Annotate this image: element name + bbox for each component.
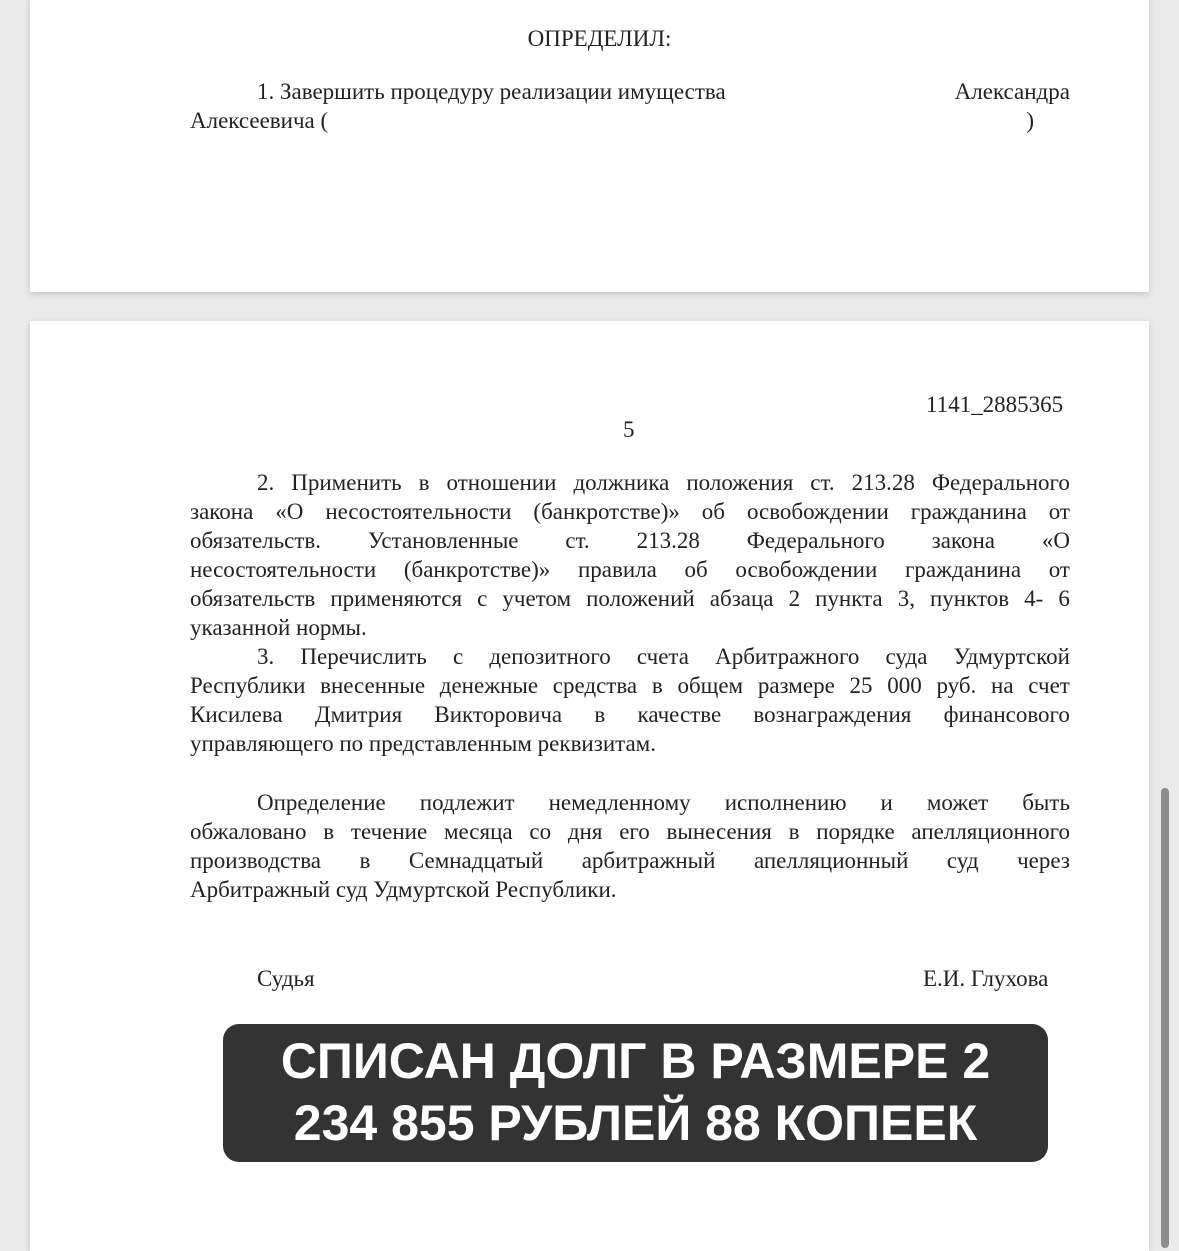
paragraph-3-line [190, 671, 1070, 700]
paragraph-3 [190, 642, 1070, 758]
paragraph-2-line [190, 497, 1070, 526]
word: 6 [1058, 586, 1070, 611]
word: счета [636, 644, 689, 669]
word: счет [1028, 673, 1070, 698]
word: Перечислить [300, 644, 427, 669]
word: вынесения [666, 819, 772, 844]
word: отношении [446, 470, 557, 495]
word: Арбитражного [715, 644, 860, 669]
word: арбитражный [581, 848, 716, 873]
word: ст. [565, 528, 590, 553]
paragraph-4-line [190, 788, 1070, 817]
word: обжаловано [190, 819, 307, 844]
word: гражданина [910, 499, 1027, 524]
vertical-scrollbar[interactable] [1161, 788, 1169, 1248]
word: освобождении [746, 499, 889, 524]
paragraph-2-line [190, 555, 1070, 584]
line-text: Арбитражный суд Удмуртской Республики. [190, 877, 617, 902]
word: в [359, 848, 371, 873]
word: средства [552, 673, 638, 698]
word: от [1048, 557, 1070, 582]
paragraph-2-line [190, 613, 1070, 642]
word: об [701, 499, 725, 524]
word: порядке [816, 819, 895, 844]
document-page-top [30, 0, 1149, 292]
word: может [926, 790, 989, 815]
judge-label: Судья [257, 966, 315, 991]
word: 4- [1024, 586, 1044, 611]
paragraph-3-line [190, 700, 1070, 729]
word: Дмитрия [314, 702, 403, 727]
item-1-line-2-end: ) [1026, 108, 1034, 133]
word: размере [757, 673, 835, 698]
word: внесенные [320, 673, 426, 698]
caption-line-2: 234 855 РУБЛЕЙ 88 КОПЕЕК [293, 1095, 978, 1151]
word: производства [190, 848, 321, 873]
heading-determined: ОПРЕДЕЛИЛ: [527, 26, 672, 51]
word: об [684, 557, 708, 582]
word: несостоятельности [325, 499, 512, 524]
redacted-surname [775, 77, 905, 101]
item-1-line-2-start: Алексеевича ( [190, 108, 329, 133]
word: положения [686, 470, 794, 495]
word: подлежит [419, 790, 515, 815]
word: Республики [190, 673, 306, 698]
word: Применить [291, 470, 402, 495]
word: от [1048, 499, 1070, 524]
word: должника [573, 470, 670, 495]
word: и [880, 790, 893, 815]
item-1-line-1-start: 1. Завершить процедуру реализации имущества [257, 79, 726, 104]
word: месяца [443, 819, 513, 844]
word: суд [946, 848, 979, 873]
item-1 [190, 77, 1070, 135]
word: Кисилева [190, 702, 283, 727]
paragraph-2-line [190, 468, 1070, 497]
word: суда [885, 644, 928, 669]
paragraph-2-line [190, 584, 1070, 613]
word: Установленные [367, 528, 519, 553]
word: в [418, 470, 430, 495]
paragraph-4 [190, 788, 1070, 904]
line-text: указанной нормы. [190, 615, 367, 640]
word: Викторовича [434, 702, 563, 727]
word: учетом [502, 586, 572, 611]
word: со [529, 819, 552, 844]
word: дня [567, 819, 603, 844]
word: «О [275, 499, 304, 524]
word: Определение [257, 790, 386, 815]
word: «О [1041, 528, 1070, 553]
word: пункта [815, 586, 883, 611]
word: (банкротстве)» [403, 557, 551, 582]
redacted-details [328, 106, 968, 130]
word: несостоятельности [190, 557, 377, 582]
word: 25 [849, 673, 873, 698]
word: качестве [637, 702, 722, 727]
word: исполнению [724, 790, 847, 815]
word: освобождении [735, 557, 878, 582]
paragraph-2-line [190, 526, 1070, 555]
page-number: 5 [623, 417, 635, 442]
word: течение [350, 819, 428, 844]
word: его [619, 819, 650, 844]
word: с [477, 586, 488, 611]
word: депозитного [489, 644, 611, 669]
word: 213.28 [636, 528, 700, 553]
word: правила [577, 557, 657, 582]
word: в [788, 819, 800, 844]
word: Федерального [931, 470, 1070, 495]
word: через [1017, 848, 1070, 873]
word: в [594, 702, 606, 727]
word: апелляционного [911, 819, 1070, 844]
debt-written-off-caption [223, 1024, 1048, 1162]
word: на [991, 673, 1014, 698]
word: 213.28 [851, 470, 915, 495]
word: финансового [943, 702, 1070, 727]
word: обязательств. [190, 528, 322, 553]
word: в [323, 819, 335, 844]
word: немедленному [548, 790, 691, 815]
paragraph-3-line [190, 729, 1070, 758]
case-number: 1141_2885365 [926, 392, 1064, 417]
word: 3, [897, 586, 915, 611]
word: 3. [257, 644, 275, 669]
word: закона [931, 528, 995, 553]
word: Федерального [746, 528, 885, 553]
word: быть [1022, 790, 1070, 815]
word: общем [677, 673, 744, 698]
word: 2 [788, 586, 801, 611]
word: Семнадцатый [408, 848, 544, 873]
word: апелляционный [753, 848, 909, 873]
word: 000 [887, 673, 922, 698]
word: пунктов [929, 586, 1010, 611]
item-1-line-1-end: Александра [954, 79, 1070, 104]
line-text: управляющего по представленным реквизитам. [190, 731, 656, 756]
word: с [452, 644, 464, 669]
word: денежные [439, 673, 539, 698]
word: (банкротстве)» [533, 499, 680, 524]
word: 2. [257, 470, 275, 495]
judge-name: Е.И. Глухова [923, 966, 1049, 991]
paragraph-3-line [190, 642, 1070, 671]
paragraph-4-line [190, 846, 1070, 875]
word: применяются [330, 586, 463, 611]
word: гражданина [904, 557, 1022, 582]
paragraph-4-line [190, 875, 1070, 904]
word: руб. [936, 673, 977, 698]
word: в [651, 673, 663, 698]
caption-line-1: СПИСАН ДОЛГ В РАЗМЕРЕ 2 [280, 1033, 991, 1089]
word: обязательств [190, 586, 316, 611]
paragraph-4-line [190, 817, 1070, 846]
word: ст. [810, 470, 835, 495]
paragraph-2 [190, 468, 1070, 642]
word: закона [190, 499, 254, 524]
word: вознаграждения [753, 702, 912, 727]
word: положений [586, 586, 695, 611]
word: абзаца [709, 586, 774, 611]
word: Удмуртской [953, 644, 1070, 669]
